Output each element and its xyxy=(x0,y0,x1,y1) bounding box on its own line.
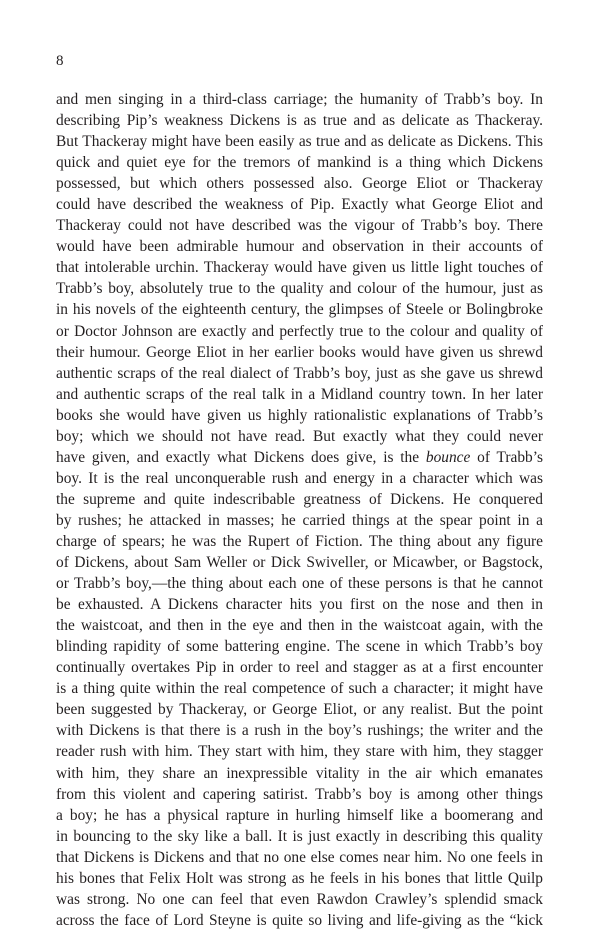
text-line: be exhausted. A Dickens character hits you first on the nose and then in xyxy=(56,596,543,614)
text-line: from this violent and capering satirist. Trabb’s boy is among other things xyxy=(56,785,543,803)
text-line: that intolerable urchin. Thackeray would have given us little light touches of xyxy=(56,259,543,277)
text-line: books she would have given us highly rationalistic explanations of Trabb’s xyxy=(56,406,543,424)
text-line: Trabb’s boy, absolutely true to the quality and colour of the humour, just as xyxy=(56,280,543,298)
text-line: the waistcoat, and then in the eye and then in the waistcoat again, with the xyxy=(56,617,543,635)
page-number: 8 xyxy=(56,53,64,69)
text-line: and authentic scraps of the real talk in a Midland country town. In her later xyxy=(56,385,543,403)
text-line: or Trabb’s boy,—the thing about each one of these persons is that he cannot xyxy=(56,575,543,593)
text-line: blinding rapidity of some battering engine. The scene in which Trabb’s boy xyxy=(56,638,543,656)
text-line: by rushes; he attacked in masses; he carried things at the spear point in a xyxy=(56,511,543,529)
text-line: Thackeray could not have described was the vigour of Trabb’s boy. There xyxy=(56,217,543,235)
text-line: with him, they share an inexpressible vitality in the air which emanates xyxy=(56,764,543,782)
text-line: describing Pip’s weakness Dickens is as true and as delicate as Thackeray. xyxy=(56,112,543,130)
text-line-end: of Trabb’s xyxy=(470,448,543,466)
text-line: authentic scraps of the real dialect of Trabb’s boy, just as she gave us shrewd xyxy=(56,364,543,382)
emphasis-word: bounce xyxy=(425,448,471,466)
text-line: quick and quiet eye for the tremors of mankind is a thing which Dickens xyxy=(56,154,543,172)
text-line: reader rush with him. They start with him, they stare with him, they stagger xyxy=(56,743,543,761)
text-line: boy. It is the real unconquerable rush and energy in a character which was xyxy=(56,469,543,487)
text-line: in bouncing to the sky like a ball. It is just exactly in describing this quality xyxy=(56,827,543,845)
text-line: the supreme and quite indescribable greatness of Dickens. He conquered xyxy=(56,490,543,508)
text-line: would have been admirable humour and observation in their accounts of xyxy=(56,238,543,256)
text-line: been suggested by Thackeray, or George Eliot, or any realist. But the point xyxy=(56,701,543,719)
text-line: and men singing in a third-class carriage; the humanity of Trabb’s boy. In xyxy=(56,91,543,108)
text-line: boy; which we should not have read. But exactly what they could never xyxy=(56,427,543,445)
text-line: with Dickens is that there is a rush in the boy’s rushings; the writer and the xyxy=(56,722,543,740)
text-line: in his novels of the eighteenth century, the glimpses of Steele or Bolingbroke xyxy=(56,301,543,319)
text-line: across the face of Lord Steyne is quite so living and life-giving as the “kick xyxy=(56,911,543,929)
text-line-start: have given, and exactly what Dickens does give, is the xyxy=(56,448,426,466)
text-line: his bones that Felix Holt was strong as he feels in his bones that little Quilp xyxy=(56,869,543,887)
text-line: of Dickens, about Sam Weller or Dick Swiveller, or Micawber, or Bagstock, xyxy=(56,554,543,572)
text-line: charge of spears; he was the Rupert of Fiction. The thing about any figure xyxy=(56,532,543,550)
text-line: or Doctor Johnson are exactly and perfectly true to the colour and quality of xyxy=(56,322,543,340)
text-line-with-emphasis xyxy=(56,447,543,468)
text-line: could have described the weakness of Pip. Exactly what George Eliot and xyxy=(56,196,543,214)
text-line: But Thackeray might have been easily as true and as delicate as Dickens. This xyxy=(56,133,543,151)
text-line: possessed, but which others possessed also. George Eliot or Thackeray xyxy=(56,175,543,193)
text-line: that Dickens is Dickens and that no one else comes near him. No one feels in xyxy=(56,848,543,866)
text-line: is a thing quite within the real competence of such a character; it might have xyxy=(56,680,543,698)
text-line: was strong. No one can feel that even Rawdon Crawley’s splendid smack xyxy=(56,890,543,908)
text-line: their humour. George Eliot in her earlier books would have given us shrewd xyxy=(56,343,543,361)
body-text xyxy=(56,89,543,931)
text-line: a boy; he has a physical rapture in hurling himself like a boomerang and xyxy=(56,806,543,824)
text-line: continually overtakes Pip in order to reel and stagger as at a first encounter xyxy=(56,659,543,677)
